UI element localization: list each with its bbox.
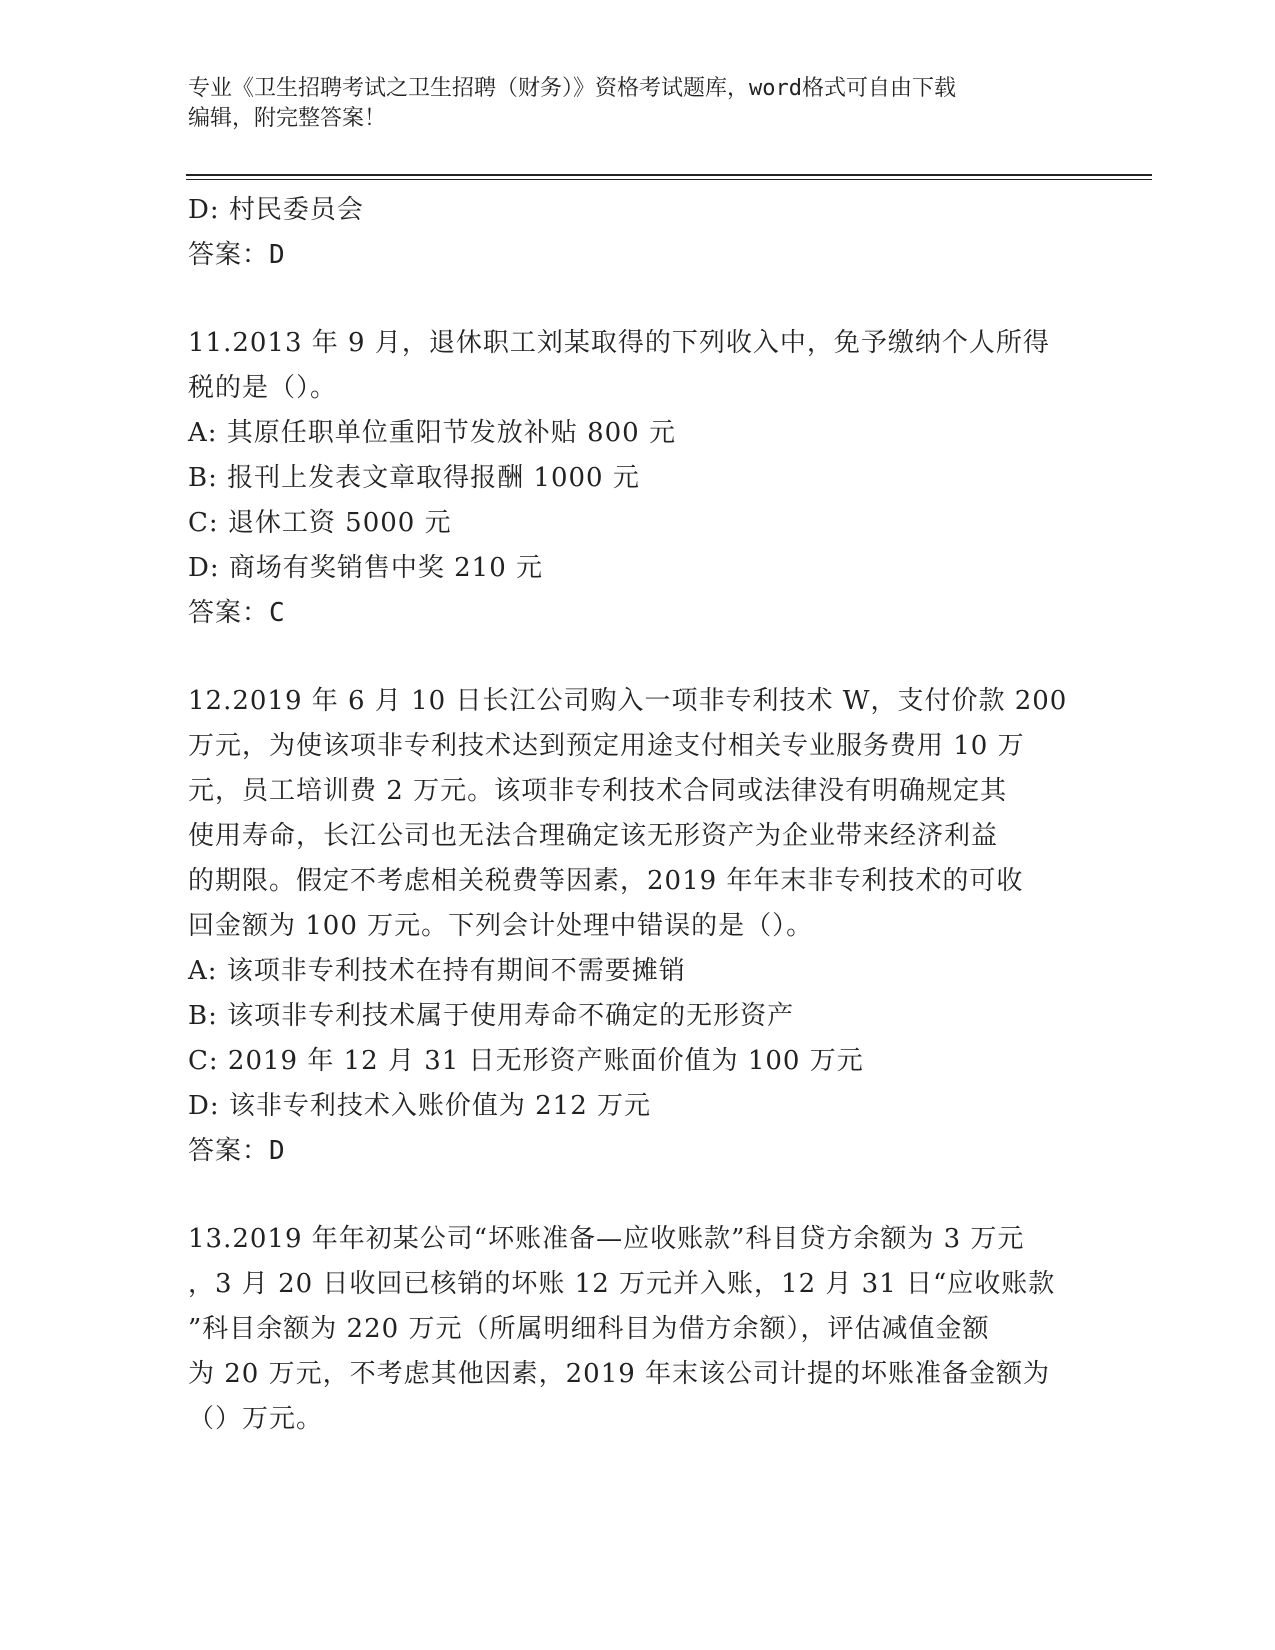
spacer — [188, 1174, 1098, 1217]
question-12-option-c: C: 2019 年 12 月 31 日无形资产账面价值为 100 万元 — [188, 1046, 864, 1076]
question-13 — [188, 1217, 1098, 1442]
prev-option-d: D: 村民委员会 — [188, 195, 364, 225]
question-11-option-c: C: 退休工资 5000 元 — [188, 508, 452, 538]
question-11 — [188, 321, 1098, 636]
question-12-line-2: 万元，为使该项非专利技术达到预定用途支付相关专业服务费用 10 万 — [188, 731, 1025, 761]
header-line-2: 编辑，附完整答案！ — [188, 106, 387, 131]
question-11-line-1: 11.2013 年 9 月，退休职工刘某取得的下列收入中，免予缴纳个人所得 — [188, 328, 1050, 358]
question-12-option-a: A: 该项非专利技术在持有期间不需要摊销 — [188, 956, 686, 986]
question-11-answer: 答案：C — [188, 598, 286, 628]
question-11-option-a: A: 其原任职单位重阳节发放补贴 800 元 — [188, 418, 676, 448]
question-11-option-d: D: 商场有奖销售中奖 210 元 — [188, 553, 544, 583]
question-content — [188, 188, 1098, 1442]
question-12-answer: 答案：D — [188, 1136, 286, 1166]
question-12 — [188, 679, 1098, 1174]
page-header — [188, 74, 1088, 134]
question-13-line-2: ，3 月 20 日收回已核销的坏账 12 万元并入账，12 月 31 日“应收账款 — [188, 1269, 1056, 1299]
header-rule-thin — [186, 179, 1152, 180]
question-13-line-1: 13.2019 年年初某公司“坏账准备—应收账款”科目贷方余额为 3 万元 — [188, 1224, 1025, 1254]
question-12-option-b: B: 该项非专利技术属于使用寿命不确定的无形资产 — [188, 1001, 795, 1031]
question-13-line-4: 为 20 万元，不考虑其他因素，2019 年末该公司计提的坏账准备金额为 — [188, 1359, 1051, 1389]
question-13-line-3: ”科目余额为 220 万元（所属明细科目为借方余额），评估减值金额 — [188, 1314, 990, 1344]
question-13-line-5: （）万元。 — [188, 1404, 324, 1434]
question-11-option-b: B: 报刊上发表文章取得报酬 1000 元 — [188, 463, 640, 493]
header-line-1: 专业《卫生招聘考试之卫生招聘（财务）》资格考试题库，word格式可自由下载 — [188, 76, 956, 101]
question-12-line-1: 12.2019 年 6 月 10 日长江公司购入一项非专利技术 W，支付价款 200 — [188, 686, 1068, 716]
question-12-line-5: 的期限。假定不考虑相关税费等因素，2019 年年末非专利技术的可收 — [188, 866, 1024, 896]
question-11-line-2: 税的是（）。 — [188, 373, 338, 403]
prev-answer: 答案：D — [188, 240, 286, 270]
question-12-line-3: 元，员工培训费 2 万元。该项非专利技术合同或法律没有明确规定其 — [188, 776, 1008, 806]
spacer — [188, 636, 1098, 679]
header-rule-thick — [186, 174, 1152, 176]
question-12-line-4: 使用寿命，长江公司也无法合理确定该无形资产为企业带来经济利益 — [188, 821, 999, 851]
spacer — [188, 278, 1098, 321]
question-12-line-6: 回金额为 100 万元。下列会计处理中错误的是（）。 — [188, 911, 814, 941]
question-12-option-d: D: 该非专利技术入账价值为 212 万元 — [188, 1091, 652, 1121]
